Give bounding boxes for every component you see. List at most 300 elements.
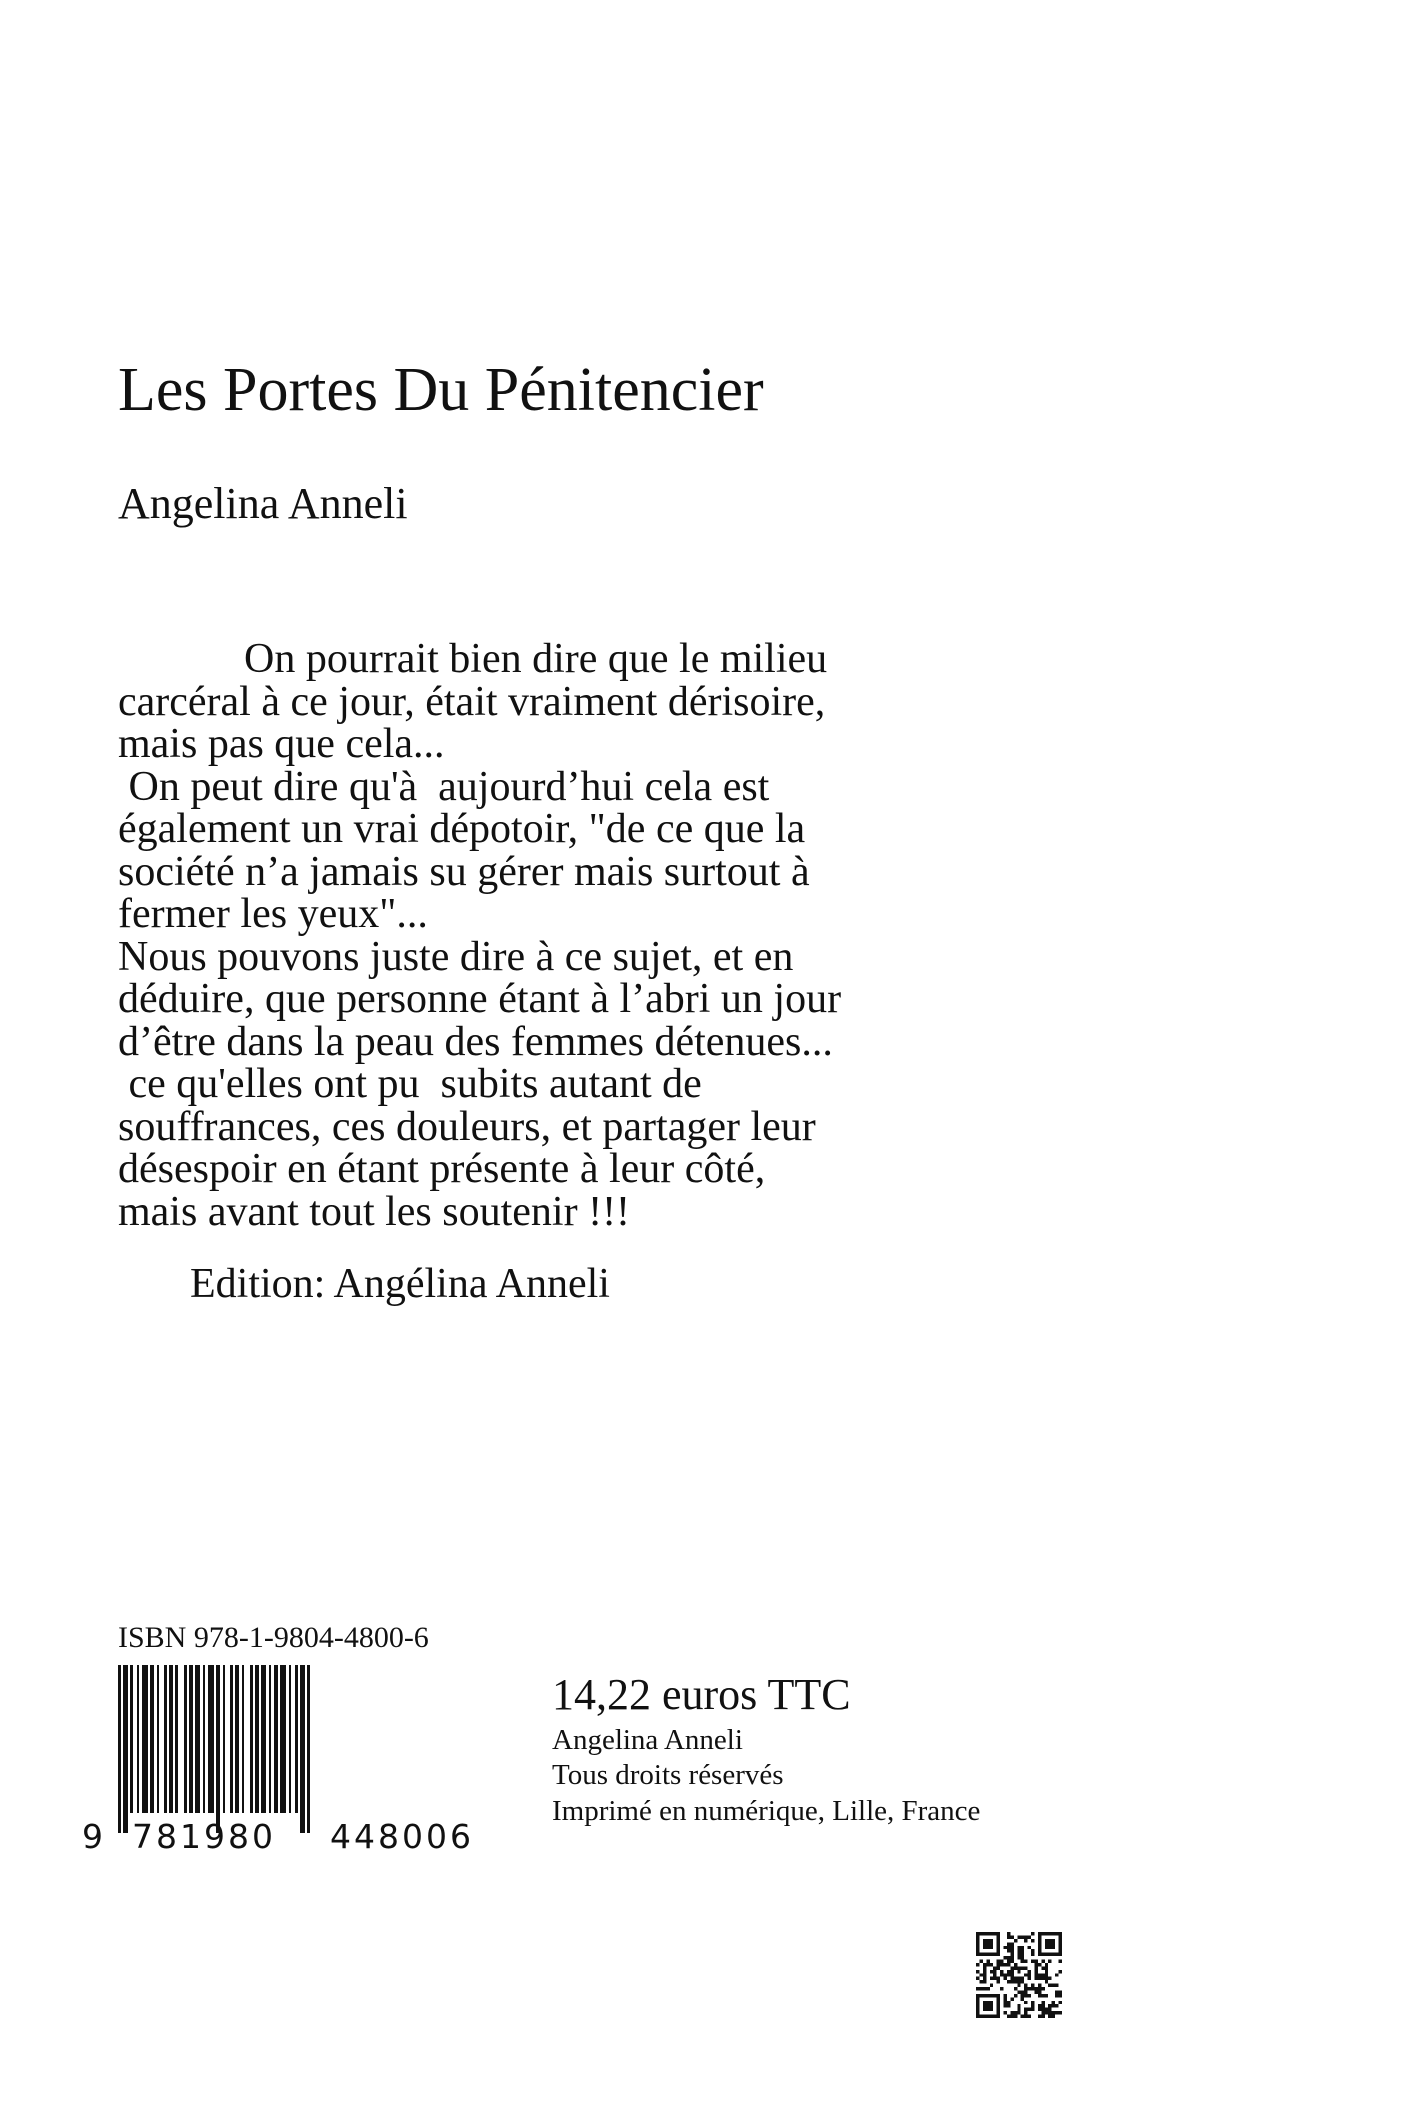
qr-module — [1024, 2011, 1027, 2014]
qr-module — [1028, 1987, 1031, 1990]
qr-module — [1014, 1939, 1017, 1942]
qr-module — [1041, 2011, 1044, 2014]
qr-module — [986, 2015, 989, 2018]
qr-module — [1021, 1997, 1024, 2000]
blurb-line: déduire, que personne étant à l’abri un jour — [118, 976, 842, 1022]
qr-module — [1052, 2001, 1055, 2004]
qr-module — [1024, 1960, 1027, 1963]
qr-module — [1017, 1984, 1020, 1987]
qr-module — [1052, 2011, 1055, 2014]
qr-module — [983, 2015, 986, 2018]
qr-module — [976, 1987, 979, 1990]
qr-module — [1055, 2004, 1058, 2007]
barcode-bar — [223, 1665, 225, 1813]
qr-module — [1010, 1966, 1013, 1969]
qr-module — [1059, 1970, 1062, 1973]
qr-module — [1021, 1966, 1024, 1969]
qr-module — [1014, 1994, 1017, 1997]
qr-module — [997, 1946, 1000, 1949]
qr-module — [1017, 1977, 1020, 1980]
qr-module — [1021, 1990, 1024, 1993]
qr-module — [990, 1942, 993, 1945]
qr-module — [1028, 1994, 1031, 1997]
edition-credit: Edition: Angélina Anneli — [190, 1261, 610, 1307]
qr-module — [1010, 1956, 1013, 1959]
qr-module — [1014, 1977, 1017, 1980]
qr-module — [1000, 1960, 1003, 1963]
qr-module — [1038, 2015, 1041, 2018]
qr-module — [1038, 1949, 1041, 1952]
qr-module — [990, 1984, 993, 1987]
qr-module — [1028, 1973, 1031, 1976]
barcode-bar — [118, 1665, 121, 1833]
qr-module — [1045, 1946, 1048, 1949]
qr-module — [1031, 1949, 1034, 1952]
qr-module — [1038, 1994, 1041, 1997]
qr-module — [1024, 2008, 1027, 2011]
barcode-digit-prefix: 9 — [82, 1817, 106, 1856]
qr-module — [990, 1970, 993, 1973]
qr-module — [1041, 2008, 1044, 2011]
qr-module — [1010, 1977, 1013, 1980]
qr-module — [983, 1977, 986, 1980]
qr-module — [1004, 1997, 1007, 2000]
barcode-bar — [175, 1665, 178, 1813]
blurb-line: mais avant tout les soutenir !!! — [118, 1188, 631, 1235]
barcode-bar — [295, 1665, 298, 1813]
qr-module — [1041, 2015, 1044, 2018]
qr-module — [990, 2015, 993, 2018]
qr-module — [1052, 1984, 1055, 1987]
publisher-name: Angelina Anneli — [552, 1724, 743, 1756]
qr-module — [1010, 1973, 1013, 1976]
blurb-line: carcéral à ce jour, était vraiment dérisoire, — [118, 678, 826, 725]
qr-module — [1045, 1966, 1048, 1969]
qr-module — [1000, 1963, 1003, 1966]
qr-module — [1014, 2015, 1017, 2018]
qr-module — [1034, 1977, 1037, 1980]
qr-module — [1031, 2001, 1034, 2004]
qr-module — [1014, 1966, 1017, 1969]
qr-module — [1045, 1973, 1048, 1976]
qr-module — [979, 1987, 982, 1990]
qr-module — [1048, 2011, 1051, 2014]
qr-module — [1017, 2011, 1020, 2014]
qr-module — [1004, 2004, 1007, 2007]
qr-module — [1048, 2015, 1051, 2018]
qr-module — [1007, 1960, 1010, 1963]
qr-module — [1024, 1984, 1027, 1987]
qr-module — [986, 1994, 989, 1997]
qr-module — [1059, 1994, 1062, 1997]
qr-module — [990, 1977, 993, 1980]
barcode-digits — [82, 1812, 502, 1862]
blurb — [118, 638, 1118, 1233]
qr-module — [1055, 1953, 1058, 1956]
qr-module — [1017, 1935, 1020, 1938]
barcode-bar — [255, 1665, 259, 1813]
qr-module — [1024, 1966, 1027, 1969]
qr-module — [1038, 1977, 1041, 1980]
qr-module — [983, 1932, 986, 1935]
book-title: Les Portes Du Pénitencier — [118, 356, 764, 424]
qr-module — [1010, 1949, 1013, 1952]
blurb-line: ce qu'elles ont pu subits autant de — [118, 1061, 702, 1107]
qr-module — [1010, 2011, 1013, 2014]
qr-module — [997, 1942, 1000, 1945]
qr-module — [1052, 1946, 1055, 1949]
qr-module — [993, 1966, 996, 1969]
qr-module — [983, 2004, 986, 2007]
barcode-bar — [157, 1665, 159, 1813]
qr-module — [990, 1932, 993, 1935]
qr-module — [1048, 2004, 1051, 2007]
qr-module — [1045, 1977, 1048, 1980]
barcode-bar — [300, 1665, 305, 1833]
qr-module — [976, 1963, 979, 1966]
qr-module — [1052, 2015, 1055, 2018]
qr-module — [983, 1953, 986, 1956]
price: 14,22 euros TTC — [552, 1670, 851, 1719]
qr-module — [1017, 1966, 1020, 1969]
qr-module — [1041, 1932, 1044, 1935]
qr-module — [1048, 1942, 1051, 1945]
qr-module — [997, 1949, 1000, 1952]
qr-module — [1041, 1994, 1044, 1997]
qr-module — [1024, 1935, 1027, 1938]
qr-module — [1024, 2001, 1027, 2004]
barcode-bar — [137, 1665, 139, 1813]
qr-module — [1031, 1953, 1034, 1956]
qr-module — [986, 2004, 989, 2007]
qr-module — [1007, 1932, 1010, 1935]
barcode-digits-left: 781980 — [132, 1817, 276, 1856]
barcode-bar — [261, 1665, 266, 1813]
barcode-bar — [242, 1665, 244, 1813]
barcode-bar — [280, 1665, 286, 1813]
qr-module — [1021, 1935, 1024, 1938]
qr-module — [990, 1953, 993, 1956]
qr-module — [983, 1987, 986, 1990]
qr-module — [1038, 1973, 1041, 1976]
qr-module — [1052, 1939, 1055, 1942]
qr-module — [976, 1997, 979, 2000]
qr-module — [1038, 1963, 1041, 1966]
qr-module — [983, 1963, 986, 1966]
qr-module — [1021, 1956, 1024, 1959]
qr-module — [976, 1994, 979, 1997]
qr-module — [1031, 1960, 1034, 1963]
barcode-bar — [269, 1665, 271, 1813]
qr-module — [1010, 1960, 1013, 1963]
qr-module — [976, 1946, 979, 1949]
qr-module — [976, 1949, 979, 1952]
qr-module — [1038, 2004, 1041, 2007]
qr-module — [1034, 1973, 1037, 1976]
qr-module — [1059, 1960, 1062, 1963]
qr-module — [976, 1942, 979, 1945]
qr-module — [1038, 1932, 1041, 1935]
qr-module — [1010, 1942, 1013, 1945]
qr-module — [1041, 1953, 1044, 1956]
blurb-line: souffrances, ces douleurs, et partager leur — [118, 1103, 816, 1150]
qr-module — [983, 2001, 986, 2004]
qr-module — [1048, 1946, 1051, 1949]
qr-module — [976, 1939, 979, 1942]
barcode-bar — [230, 1665, 233, 1813]
qr-module — [1059, 1946, 1062, 1949]
qr-module — [1055, 1932, 1058, 1935]
qr-module — [979, 1980, 982, 1983]
qr-module — [976, 2001, 979, 2004]
blurb-line: mais pas que cela... — [118, 721, 445, 767]
qr-module — [997, 1977, 1000, 1980]
blurb-line: On pourrait bien dire que le milieu — [118, 636, 828, 682]
qr-module — [1031, 2008, 1034, 2011]
qr-module — [986, 1953, 989, 1956]
rights-notice: Tous droits réservés — [552, 1759, 784, 1791]
qr-module — [1041, 1977, 1044, 1980]
barcode-bar — [189, 1665, 193, 1813]
qr-module — [1007, 1980, 1010, 1983]
qr-module — [1021, 1946, 1024, 1949]
qr-module — [997, 1963, 1000, 1966]
qr-module — [1004, 1994, 1007, 1997]
qr-module — [1024, 1994, 1027, 1997]
qr-module — [1041, 1987, 1044, 1990]
qr-module — [993, 1973, 996, 1976]
isbn-barcode — [116, 1665, 491, 1835]
qr-module — [1059, 1932, 1062, 1935]
qr-module — [1017, 1970, 1020, 1973]
qr-module — [1024, 1973, 1027, 1976]
qr-module — [1034, 1960, 1037, 1963]
qr-module — [979, 1953, 982, 1956]
qr-module — [986, 1960, 989, 1963]
qr-module — [976, 1953, 979, 1956]
qr-module — [1038, 2008, 1041, 2011]
barcode-bar — [130, 1665, 133, 1813]
barcode-bar — [203, 1665, 205, 1813]
qr-module — [1031, 1984, 1034, 1987]
qr-module — [976, 1935, 979, 1938]
qr-module — [1045, 1939, 1048, 1942]
barcode-bar — [164, 1665, 167, 1813]
qr-module — [1045, 1953, 1048, 1956]
qr-module — [1052, 2004, 1055, 2007]
barcode-bar — [274, 1665, 278, 1813]
qr-module — [1034, 1990, 1037, 1993]
qr-module — [1007, 1970, 1010, 1973]
qr-module — [1004, 1946, 1007, 1949]
qr-module — [1000, 1970, 1003, 1973]
qr-module — [990, 1963, 993, 1966]
qr-module — [1055, 1984, 1058, 1987]
qr-module — [1031, 1939, 1034, 1942]
qr-module — [1024, 1939, 1027, 1942]
qr-module — [997, 1997, 1000, 2000]
qr-module — [993, 1932, 996, 1935]
qr-module — [979, 2015, 982, 2018]
qr-module — [1017, 1956, 1020, 1959]
qr-module — [993, 1994, 996, 1997]
qr-module — [983, 1939, 986, 1942]
qr-module — [1059, 1939, 1062, 1942]
qr-module — [1038, 1946, 1041, 1949]
qr-module — [1059, 1953, 1062, 1956]
qr-module — [1017, 2008, 1020, 2011]
qr-module — [983, 1980, 986, 1983]
qr-module — [986, 1963, 989, 1966]
qr-module — [1045, 1963, 1048, 1966]
qr-module — [1007, 1935, 1010, 1938]
qr-module — [976, 1970, 979, 1973]
qr-module — [997, 2011, 1000, 2014]
qr-module — [979, 1994, 982, 1997]
blurb-line: société n’a jamais su gérer mais surtout à — [118, 848, 810, 895]
qr-module — [1045, 2008, 1048, 2011]
qr-module — [1007, 2015, 1010, 2018]
qr-module — [1007, 1949, 1010, 1952]
qr-module — [1045, 1942, 1048, 1945]
qr-module — [1048, 1960, 1051, 1963]
qr-module — [1014, 2011, 1017, 2014]
qr-module — [1007, 2001, 1010, 2004]
qr-module — [1028, 1977, 1031, 1980]
qr-module — [1041, 2001, 1044, 2004]
qr-module — [1007, 1946, 1010, 1949]
barcode-bar — [208, 1665, 214, 1813]
qr-module — [1004, 2011, 1007, 2014]
printing-info: Imprimé en numérique, Lille, France — [552, 1795, 981, 1827]
qr-module — [1017, 2004, 1020, 2007]
qr-module — [1031, 1932, 1034, 1935]
qr-module — [1045, 1932, 1048, 1935]
qr-module — [990, 1994, 993, 1997]
qr-module — [1041, 1960, 1044, 1963]
qr-module — [1007, 2004, 1010, 2007]
qr-module — [976, 1977, 979, 1980]
qr-module — [1010, 1997, 1013, 2000]
qr-module — [986, 2001, 989, 2004]
qr-module — [1048, 1953, 1051, 1956]
qr-module — [1017, 1946, 1020, 1949]
barcode-bar — [123, 1665, 128, 1833]
qr-module — [976, 1932, 979, 1935]
qr-module — [1004, 1956, 1007, 1959]
blurb-line: On peut dire qu'à aujourd’hui cela est — [118, 763, 770, 810]
qr-module — [997, 2015, 1000, 2018]
qr-module — [976, 2015, 979, 2018]
qr-module — [1014, 1963, 1017, 1966]
qr-module — [1048, 1939, 1051, 1942]
qr-module — [997, 1994, 1000, 1997]
barcode-bar — [235, 1665, 239, 1813]
qr-module — [1055, 1973, 1058, 1976]
qr-module — [1017, 1953, 1020, 1956]
qr-module — [1024, 1987, 1027, 1990]
qr-module — [983, 1942, 986, 1945]
author-name: Angelina Anneli — [118, 479, 408, 528]
qr-module — [1007, 1963, 1010, 1966]
qr-module — [1007, 1973, 1010, 1976]
barcode-bar — [195, 1665, 200, 1813]
barcode-bar — [169, 1665, 173, 1813]
qr-module — [997, 2004, 1000, 2007]
qr-module — [1038, 1953, 1041, 1956]
qr-module — [1028, 1970, 1031, 1973]
qr-module — [1045, 2011, 1048, 2014]
qr-module — [983, 1966, 986, 1969]
qr-module — [1038, 1987, 1041, 1990]
qr-module — [993, 2015, 996, 2018]
qr-module — [1021, 1949, 1024, 1952]
qr-module — [983, 2008, 986, 2011]
qr-module — [986, 1939, 989, 1942]
qr-module — [979, 1960, 982, 1963]
qr-module — [976, 2004, 979, 2007]
qr-module — [993, 1953, 996, 1956]
qr-module — [986, 1946, 989, 1949]
qr-module — [1004, 1963, 1007, 1966]
qr-module — [1048, 1984, 1051, 1987]
blurb-line: Nous pouvons juste dire à ce sujet, et en — [118, 933, 794, 980]
qr-module — [1038, 1935, 1041, 1938]
qr-module — [1024, 2015, 1027, 2018]
qr-module — [1048, 2008, 1051, 2011]
isbn-label: ISBN 978-1-9804-4800-6 — [118, 1621, 429, 1654]
qr-module — [983, 1994, 986, 1997]
qr-module — [1021, 1977, 1024, 1980]
barcode-bar — [142, 1665, 148, 1813]
qr-module — [1055, 1994, 1058, 1997]
qr-module — [1038, 1990, 1041, 1993]
qr-module — [1010, 1946, 1013, 1949]
qr-module — [1017, 1949, 1020, 1952]
qr-module — [1024, 1990, 1027, 1993]
qr-module — [997, 2008, 1000, 2011]
qr-module — [1045, 1980, 1048, 1983]
qr-module — [976, 2011, 979, 2014]
qr-module — [997, 1935, 1000, 1938]
qr-module — [997, 2001, 1000, 2004]
qr-module — [997, 1980, 1000, 1983]
qr-module — [997, 1960, 1000, 1963]
barcode-bar — [150, 1665, 154, 1813]
barcode-digits-right: 448006 — [330, 1817, 474, 1856]
qr-module — [1010, 1980, 1013, 1983]
qr-module — [1017, 1980, 1020, 1983]
qr-module — [983, 1970, 986, 1973]
qr-module — [1031, 2004, 1034, 2007]
qr-module — [1055, 2011, 1058, 2014]
qr-module — [1010, 1935, 1013, 1938]
qr-module — [1028, 1935, 1031, 1938]
qr-module — [1034, 1970, 1037, 1973]
qr-module — [1052, 1953, 1055, 1956]
qr-code — [976, 1932, 1062, 2018]
qr-module — [1021, 1953, 1024, 1956]
barcode-bar — [307, 1665, 310, 1833]
qr-module — [1017, 1990, 1020, 1993]
barcode-bar — [216, 1665, 220, 1833]
qr-module — [986, 1942, 989, 1945]
qr-module — [1052, 1942, 1055, 1945]
qr-module — [1048, 1977, 1051, 1980]
qr-module — [1021, 2015, 1024, 2018]
qr-module — [997, 1953, 1000, 1956]
blurb-line: également un vrai dépotoir, "de ce que la — [118, 806, 806, 852]
